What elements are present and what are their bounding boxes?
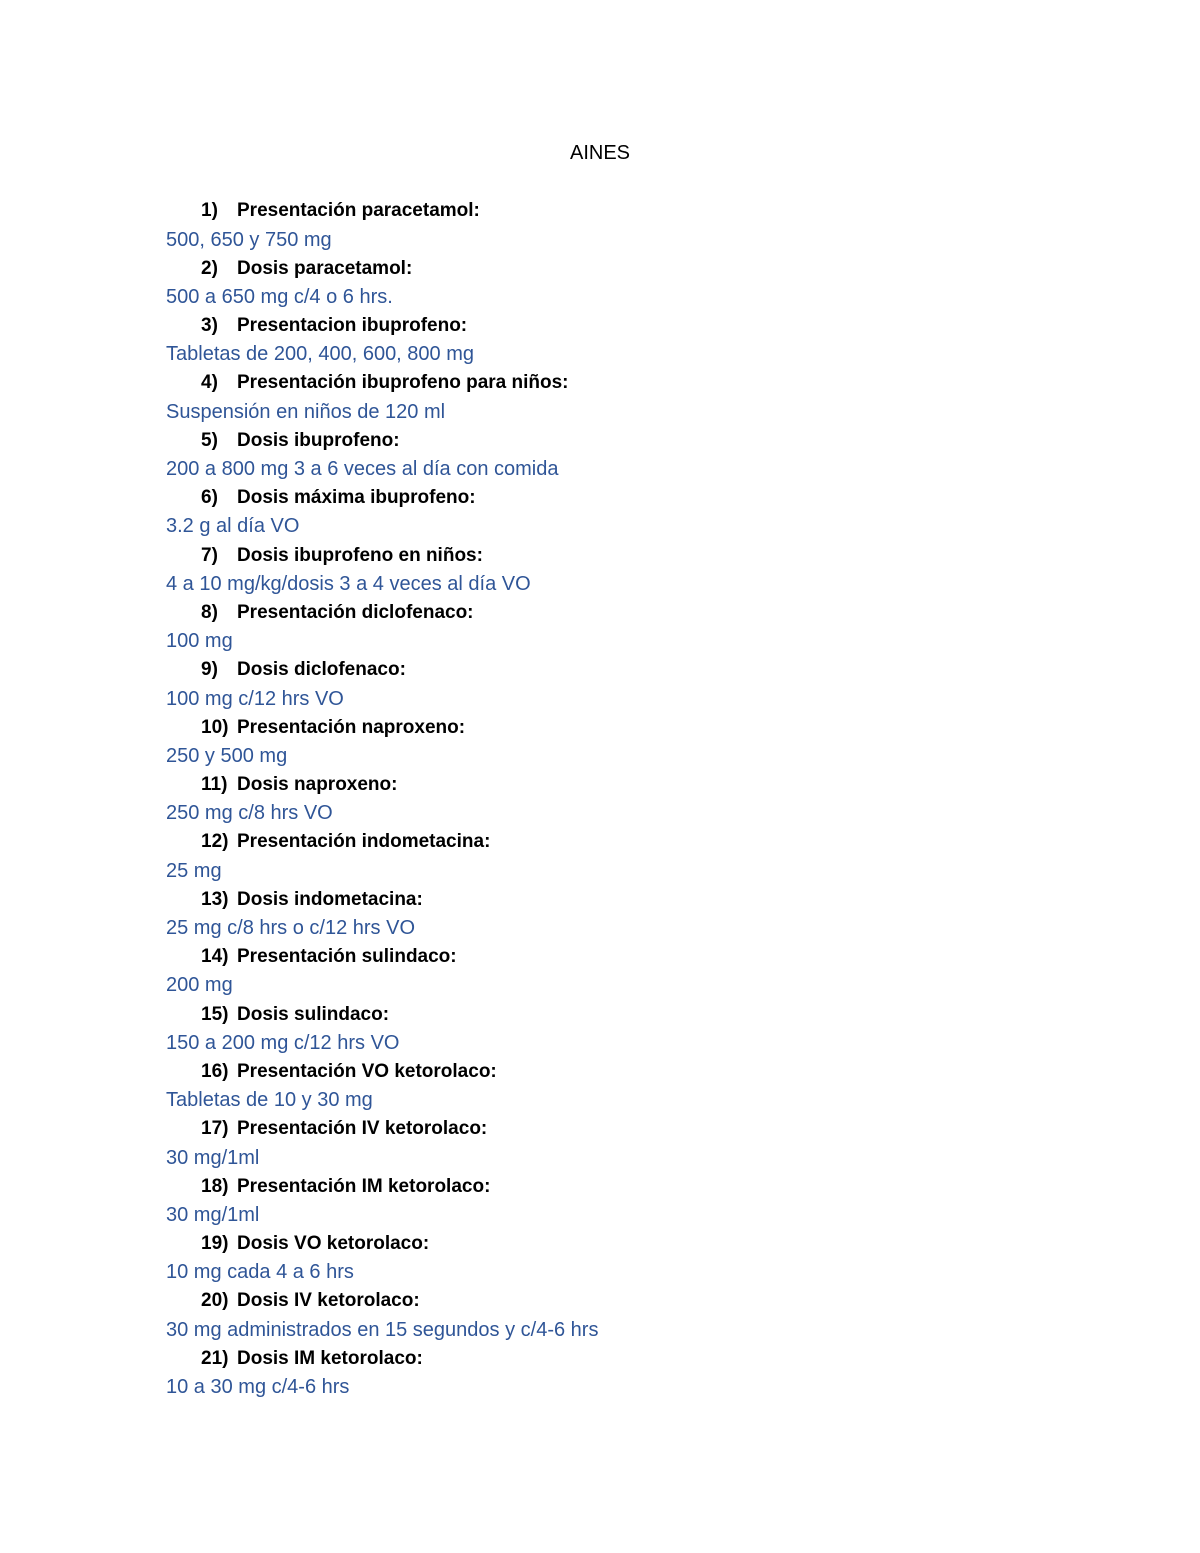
- question-text: Presentación diclofenaco:: [237, 601, 474, 623]
- answer-text: 25 mg: [166, 859, 222, 882]
- list-item: [0, 828, 1200, 885]
- question-number: 2): [201, 257, 218, 279]
- answer-text: Tabletas de 200, 400, 600, 800 mg: [166, 343, 475, 366]
- question-number: 3): [201, 315, 218, 337]
- question-line: [0, 1172, 1200, 1201]
- list-item: [0, 484, 1200, 541]
- answer-text: 250 mg c/8 hrs VO: [166, 802, 333, 825]
- question-line: [0, 369, 1200, 398]
- question-text: Dosis paracetamol:: [237, 257, 413, 279]
- list-item: [0, 1172, 1200, 1229]
- document-title: AINES: [569, 142, 631, 164]
- answer-text: Tabletas de 10 y 30 mg: [166, 1089, 373, 1112]
- list-item: [0, 1230, 1200, 1287]
- list-item: [0, 254, 1200, 311]
- question-text: Dosis VO ketorolaco:: [237, 1233, 430, 1255]
- list-item: [0, 369, 1200, 426]
- list-item: [0, 1115, 1200, 1172]
- question-number: 6): [201, 487, 218, 509]
- question-text: Presentación VO ketorolaco:: [237, 1060, 497, 1082]
- question-text: Presentación IV ketorolaco:: [237, 1118, 488, 1140]
- question-number: 17): [201, 1118, 229, 1140]
- question-text: Dosis indometacina:: [237, 888, 423, 910]
- question-text: Presentación naproxeno:: [237, 716, 466, 738]
- question-line: [0, 197, 1200, 226]
- question-number: 12): [201, 831, 229, 853]
- question-line: [0, 1287, 1200, 1316]
- question-text: Dosis máxima ibuprofeno:: [237, 487, 476, 509]
- question-number: 9): [201, 659, 218, 681]
- question-text: Dosis ibuprofeno en niños:: [237, 544, 483, 566]
- list-item: [0, 1000, 1200, 1057]
- answer-text: 4 a 10 mg/kg/dosis 3 a 4 veces al día VO: [166, 572, 531, 595]
- list-item: [0, 656, 1200, 713]
- question-number: 5): [201, 429, 218, 451]
- question-number: 11): [201, 774, 228, 796]
- answer-text: 500, 650 y 750 mg: [166, 228, 332, 251]
- question-text: Presentación sulindaco:: [237, 946, 457, 968]
- answer-text: 200 a 800 mg 3 a 6 veces al día con comida: [166, 458, 559, 481]
- question-number: 19): [201, 1233, 229, 1255]
- question-number: 10): [201, 716, 229, 738]
- question-line: [0, 1345, 1200, 1374]
- question-text: Dosis naproxeno:: [237, 774, 398, 796]
- question-line: [0, 943, 1200, 972]
- question-text: Presentación indometacina:: [237, 831, 491, 853]
- list-item: [0, 312, 1200, 369]
- list-item: [0, 427, 1200, 484]
- question-number: 7): [201, 544, 218, 566]
- question-text: Presentación paracetamol:: [237, 200, 480, 222]
- list-item: [0, 599, 1200, 656]
- list-item: [0, 541, 1200, 598]
- question-text: Dosis sulindaco:: [237, 1003, 390, 1025]
- question-line: [0, 771, 1200, 800]
- list-item: [0, 1345, 1200, 1402]
- question-line: [0, 484, 1200, 513]
- question-text: Dosis IV ketorolaco:: [237, 1290, 420, 1312]
- answer-text: 30 mg/1ml: [166, 1146, 260, 1169]
- list-item: [0, 771, 1200, 828]
- answer-text: 25 mg c/8 hrs o c/12 hrs VO: [166, 917, 415, 940]
- answer-text: 500 a 650 mg c/4 o 6 hrs.: [166, 285, 393, 308]
- question-line: [0, 656, 1200, 685]
- question-text: Dosis ibuprofeno:: [237, 429, 400, 451]
- question-line: [0, 1058, 1200, 1087]
- question-text: Dosis IM ketorolaco:: [237, 1347, 423, 1369]
- question-text: Presentación ibuprofeno para niños:: [237, 372, 569, 394]
- answer-text: 100 mg c/12 hrs VO: [166, 687, 344, 710]
- question-line: [0, 1115, 1200, 1144]
- question-number: 1): [201, 200, 218, 222]
- question-number: 21): [201, 1347, 229, 1369]
- question-number: 4): [201, 372, 218, 394]
- question-line: [0, 254, 1200, 283]
- question-line: [0, 541, 1200, 570]
- question-line: [0, 1000, 1200, 1029]
- question-number: 13): [201, 888, 229, 910]
- list-item: [0, 886, 1200, 943]
- list-item: [0, 197, 1200, 254]
- question-answer-list: [0, 197, 1200, 1402]
- question-line: [0, 599, 1200, 628]
- question-number: 16): [201, 1060, 229, 1082]
- question-text: Dosis diclofenaco:: [237, 659, 406, 681]
- answer-text: 10 a 30 mg c/4-6 hrs: [166, 1376, 350, 1399]
- question-line: [0, 828, 1200, 857]
- list-item: [0, 1287, 1200, 1344]
- question-line: [0, 427, 1200, 456]
- answer-text: 30 mg/1ml: [166, 1203, 260, 1226]
- question-line: [0, 312, 1200, 341]
- answer-text: Suspensión en niños de 120 ml: [166, 400, 446, 423]
- answer-text: 3.2 g al día VO: [166, 515, 300, 538]
- question-line: [0, 1230, 1200, 1259]
- list-item: [0, 943, 1200, 1000]
- question-number: 15): [201, 1003, 229, 1025]
- answer-text: 200 mg: [166, 974, 233, 997]
- answer-text: 100 mg: [166, 630, 233, 653]
- answer-text: 250 y 500 mg: [166, 744, 288, 767]
- question-number: 18): [201, 1175, 229, 1197]
- list-item: [0, 1058, 1200, 1115]
- question-line: [0, 886, 1200, 915]
- answer-text: 30 mg administrados en 15 segundos y c/4-6 hrs: [166, 1318, 599, 1341]
- question-number: 20): [201, 1290, 229, 1312]
- question-text: Presentacion ibuprofeno:: [237, 315, 468, 337]
- question-number: 14): [201, 946, 229, 968]
- question-text: Presentación IM ketorolaco:: [237, 1175, 491, 1197]
- answer-text: 10 mg cada 4 a 6 hrs: [166, 1261, 354, 1284]
- question-number: 8): [201, 601, 218, 623]
- list-item: [0, 713, 1200, 770]
- question-line: [0, 713, 1200, 742]
- answer-text: 150 a 200 mg c/12 hrs VO: [166, 1031, 400, 1054]
